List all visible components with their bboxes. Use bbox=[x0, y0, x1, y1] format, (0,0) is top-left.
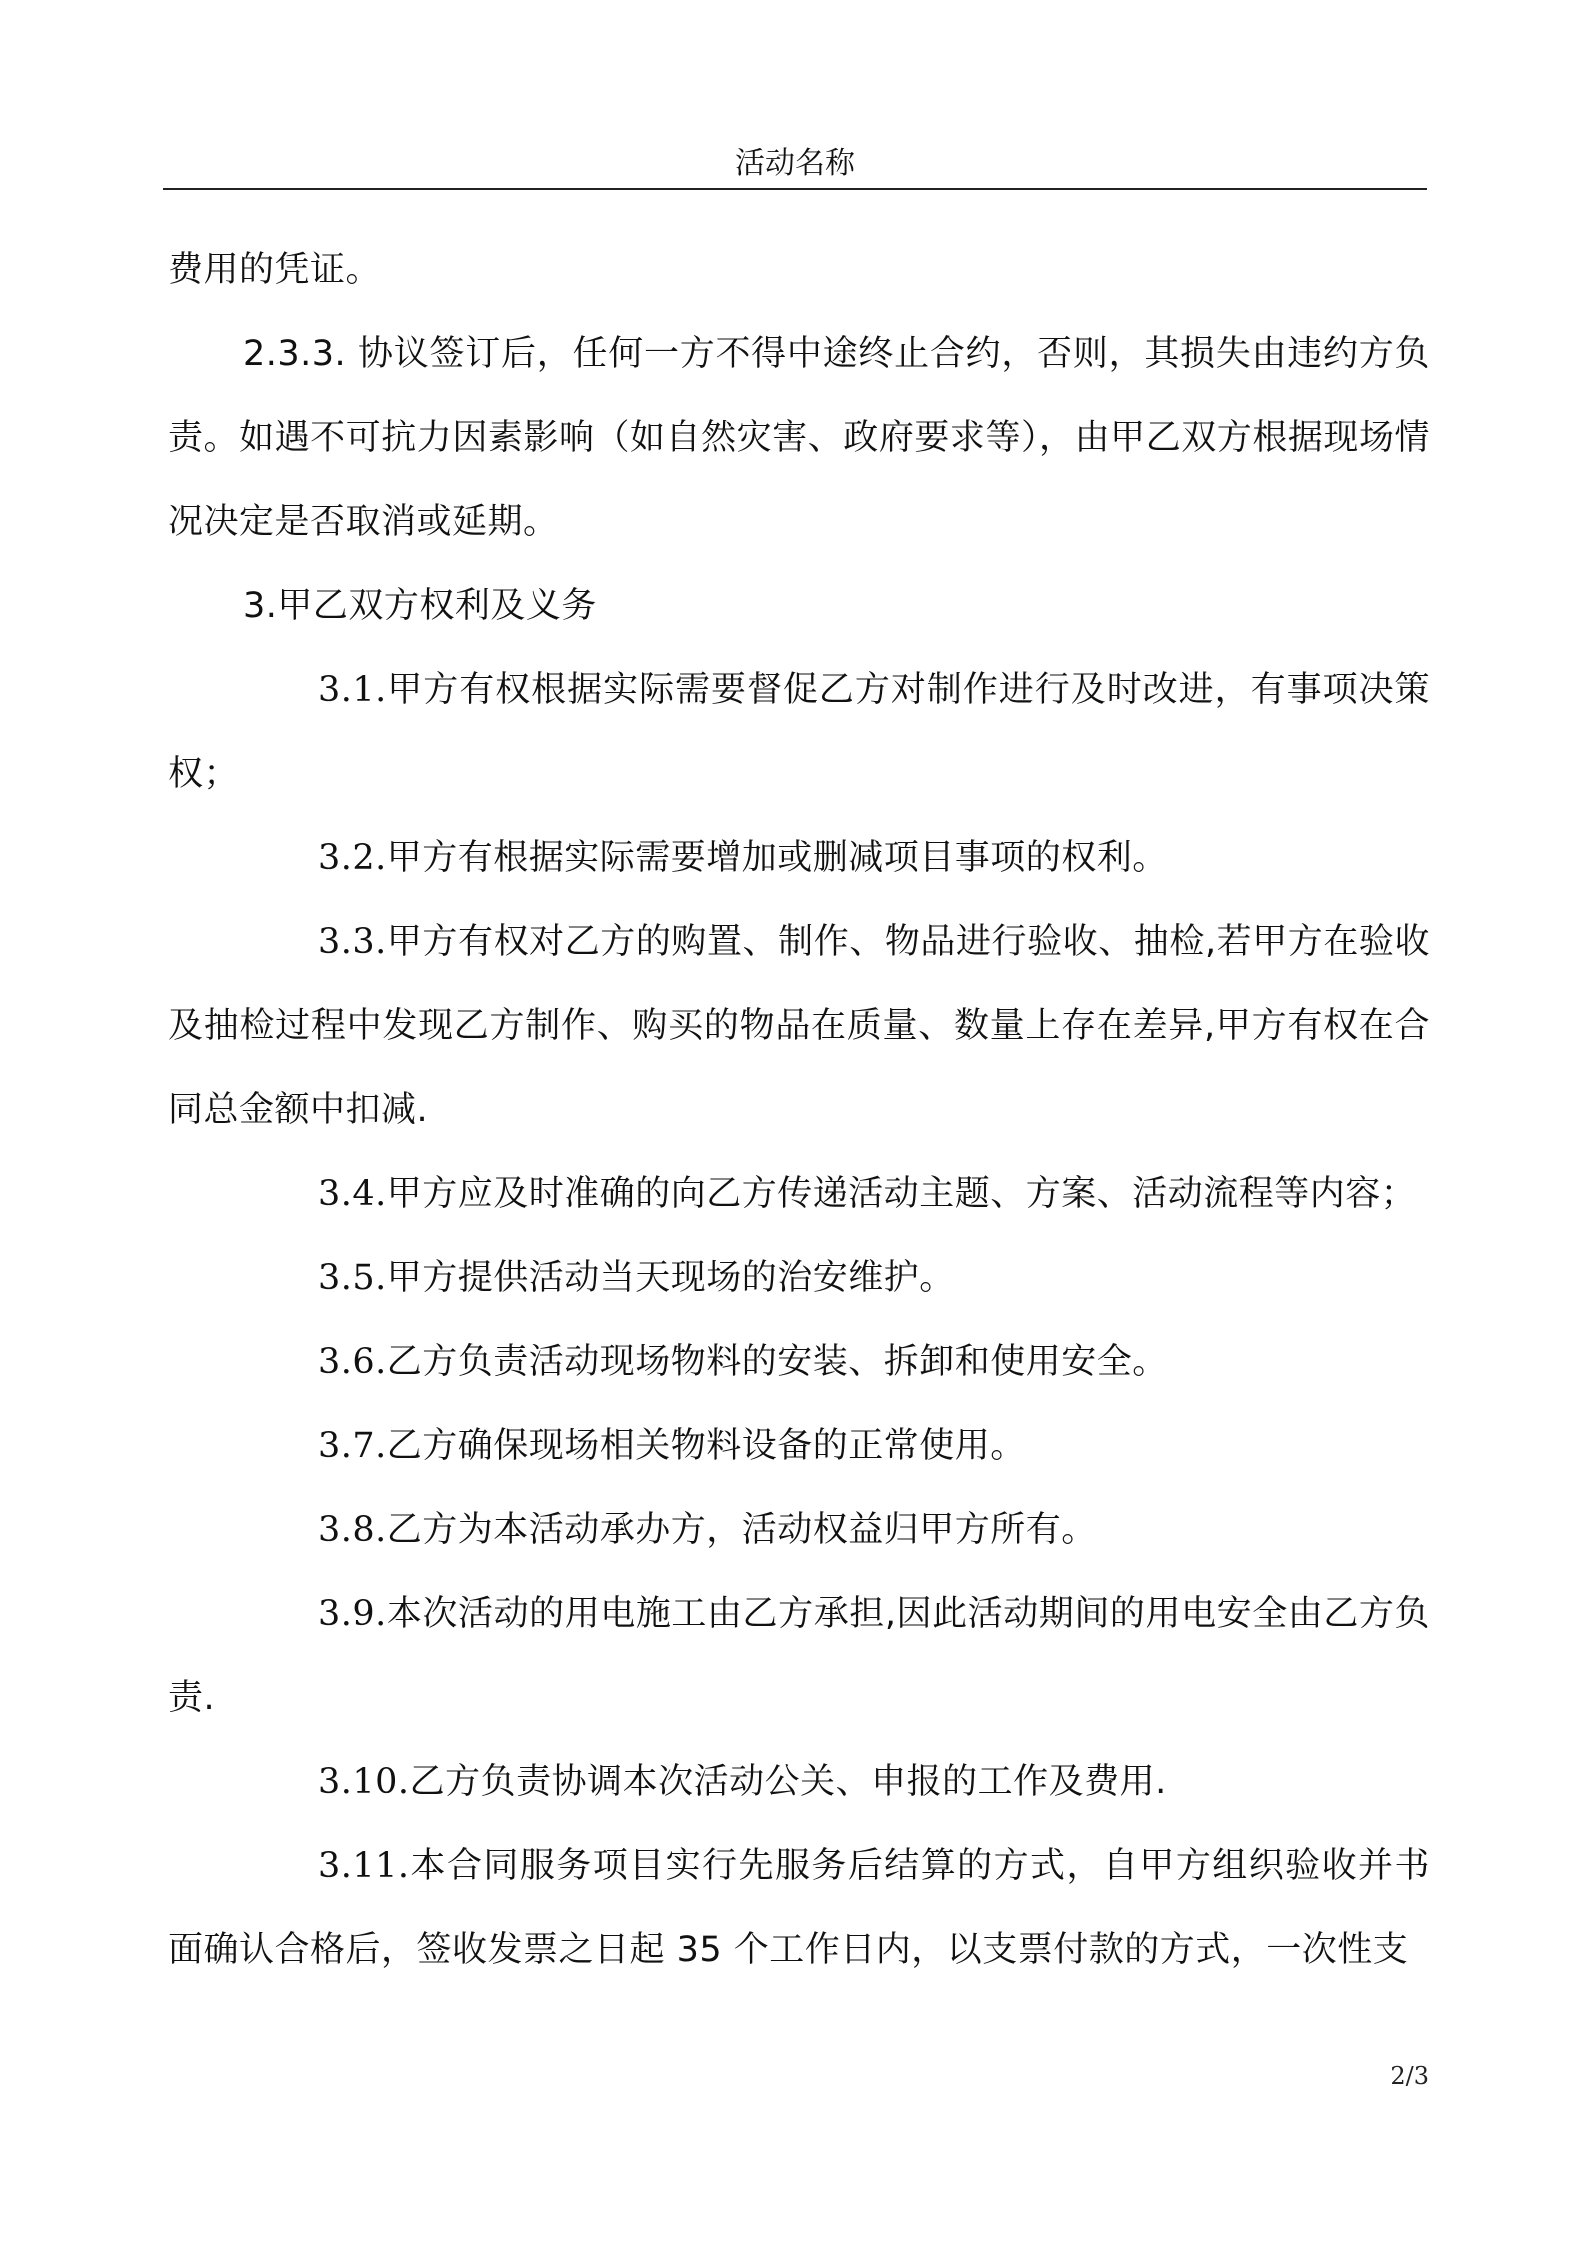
clause-number: 3.9. bbox=[318, 1594, 387, 1634]
clause-3-3 bbox=[168, 900, 1430, 1152]
clause-number: 3.6. bbox=[318, 1342, 387, 1382]
paragraph-text: 费用的凭证。 bbox=[168, 250, 382, 290]
clause-number: 3.2. bbox=[318, 838, 387, 878]
clause-3-7 bbox=[168, 1404, 1430, 1488]
clause-text: 本次活动的用电施工由乙方承担,因此活动期间的用电安全由乙方负责. bbox=[168, 1594, 1430, 1718]
clause-3-8 bbox=[168, 1488, 1430, 1572]
header-divider bbox=[163, 188, 1427, 190]
section-heading-3 bbox=[168, 564, 1430, 648]
clause-number: 3.4. bbox=[318, 1174, 387, 1214]
clause-text: 乙方为本活动承办方，活动权益归甲方所有。 bbox=[386, 1510, 1097, 1550]
clause-text: 乙方负责活动现场物料的安装、拆卸和使用安全。 bbox=[386, 1342, 1168, 1382]
clause-3-1 bbox=[168, 648, 1430, 816]
clause-number: 3.1. bbox=[318, 670, 387, 710]
page-header bbox=[163, 140, 1427, 188]
page-number: 2/3 bbox=[1390, 2062, 1429, 2090]
clause-3-2 bbox=[168, 816, 1430, 900]
clause-number: 3.11. bbox=[318, 1846, 410, 1886]
clause-3-5 bbox=[168, 1236, 1430, 1320]
paragraph-continuation bbox=[168, 228, 1430, 312]
clause-text: 甲方有权对乙方的购置、制作、物品进行验收、抽检,若甲方在验收及抽检过程中发现乙方制作、购买的物品在质量、数量上存在差异,甲方有权在合同总金额中扣减. bbox=[168, 922, 1430, 1130]
clause-3-10 bbox=[168, 1740, 1430, 1824]
paragraph-2-3-3 bbox=[168, 312, 1430, 564]
clause-text: 甲方应及时准确的向乙方传递活动主题、方案、活动流程等内容； bbox=[386, 1174, 1417, 1214]
clause-3-9 bbox=[168, 1572, 1430, 1740]
clause-number: 3.5. bbox=[318, 1258, 387, 1298]
clause-number: 3.3. bbox=[318, 922, 387, 962]
clause-3-6 bbox=[168, 1320, 1430, 1404]
clause-text: 甲方有根据实际需要增加或删减项目事项的权利。 bbox=[386, 838, 1168, 878]
clause-3-11 bbox=[168, 1824, 1430, 1992]
clause-text: 乙方确保现场相关物料设备的正常使用。 bbox=[386, 1426, 1026, 1466]
clause-text: 本合同服务项目实行先服务后结算的方式，自甲方组织验收并书面确认合格后，签收发票之日起 35 个工作日内，以支票付款的方式，一次性支 bbox=[168, 1846, 1430, 1970]
section-heading-text: 3.甲乙双方权利及义务 bbox=[243, 586, 597, 626]
clause-number: 3.8. bbox=[318, 1510, 387, 1550]
clause-text: 甲方有权根据实际需要督促乙方对制作进行及时改进，有事项决策权； bbox=[168, 670, 1430, 794]
clause-text: 乙方负责协调本次活动公关、申报的工作及费用. bbox=[409, 1762, 1167, 1802]
clause-number: 3.7. bbox=[318, 1426, 387, 1466]
clause-number: 3.10. bbox=[318, 1762, 410, 1802]
clause-3-4 bbox=[168, 1152, 1430, 1236]
clause-text: 甲方提供活动当天现场的治安维护。 bbox=[386, 1258, 955, 1298]
document-body bbox=[168, 228, 1430, 1992]
paragraph-text: 2.3.3. 协议签订后，任何一方不得中途终止合约，否则，其损失由违约方负责。如遇不可抗力因素影响（如自然灾害、政府要求等），由甲乙双方根据现场情况决定是否取消或延期。 bbox=[168, 334, 1430, 542]
header-title: 活动名称 bbox=[735, 146, 855, 181]
